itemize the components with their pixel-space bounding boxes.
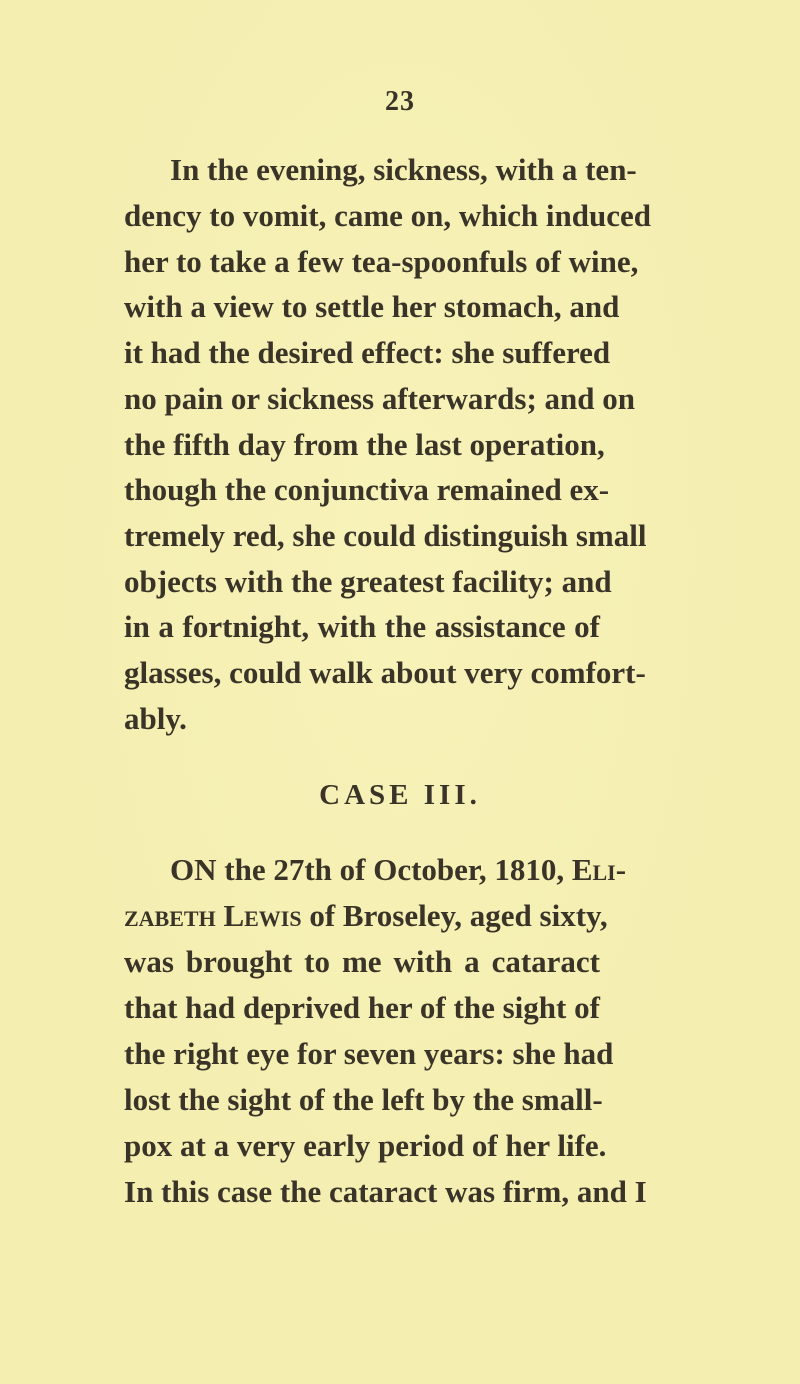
text-line [170, 850, 627, 890]
text-line [124, 896, 608, 936]
text-line: with a view to settle her stomach, and [124, 289, 620, 324]
text-line: ably. [124, 701, 187, 736]
text-line: lost the sight of the left by the small- [124, 1082, 603, 1117]
case-heading: CASE III. [319, 779, 481, 811]
text-line: the right eye for seven years: she had [124, 1036, 614, 1071]
text-line: dency to vomit, came on, which induced [124, 198, 651, 233]
text-line: glasses, could walk about very comfort- [124, 655, 646, 690]
text-line: objects with the greatest facility; and [124, 564, 612, 599]
text-line: no pain or sickness afterwards; and on [124, 381, 636, 416]
page-number: 23 [385, 86, 415, 117]
text-line: it had the desired effect: she suffered [124, 335, 611, 370]
text-line: her to take a few tea-spoonfuls of wine, [124, 244, 639, 279]
text-line: In the evening, sickness, with a ten- [170, 152, 637, 187]
person-name: zabeth Lewis [124, 898, 302, 933]
text-line: pox at a very early period of her life. [124, 1128, 607, 1163]
text-line: that had deprived her of the sight of [124, 990, 600, 1025]
text-span: of Broseley, aged sixty, [301, 898, 608, 933]
text-span: ON the 27th of October, 1810, [170, 852, 572, 887]
text-line: tremely red, she could distinguish small [124, 518, 647, 553]
text-line: though the conjunctiva remained ex- [124, 472, 610, 507]
text-line: In this case the cataract was firm, and I [124, 1174, 647, 1209]
text-line: the fifth day from the last operation, [124, 427, 605, 462]
text-line: in a fortnight, with the assistance of [124, 609, 600, 644]
person-name: Eli- [571, 852, 627, 887]
text-line: was brought to me with a cataract [124, 944, 600, 979]
